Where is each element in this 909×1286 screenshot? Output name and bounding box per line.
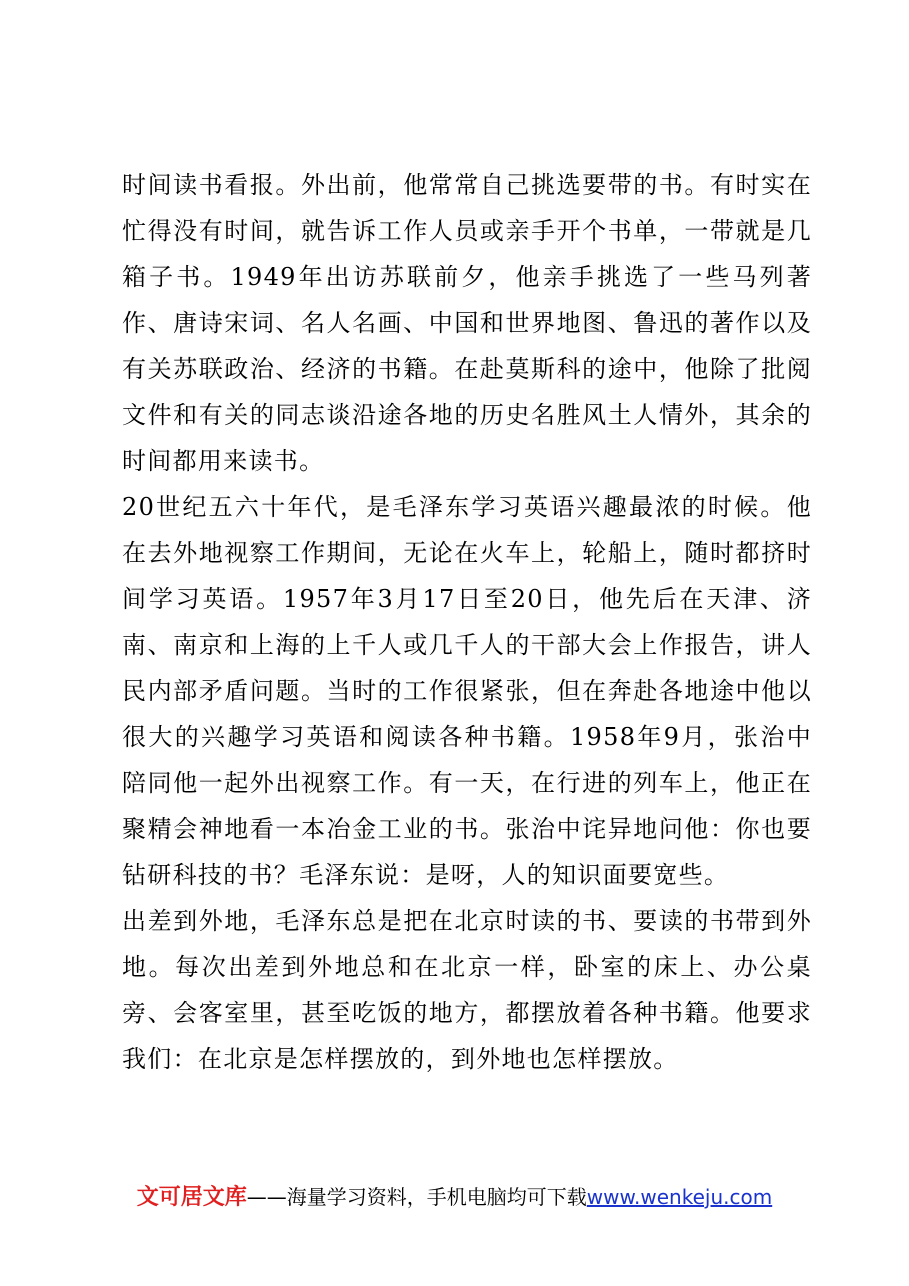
document-body: [122, 162, 812, 1082]
paragraph-3: 出差到外地，毛泽东总是把在北京时读的书、要读的书带到外地。每次出差到外地总和在北京一样，卧室的床上、办公桌旁、会客室里，甚至吃饭的地方，都摆放着各种书籍。他要求我们：在北京是怎样摆放的，到外地也怎样摆放。: [122, 907, 812, 1073]
footer-website-link[interactable]: www.wenkeju.com: [586, 1185, 773, 1209]
footer-brand: 文可居文库: [136, 1185, 247, 1210]
footer-tagline: ——海量学习资料，手机电脑均可下载: [246, 1185, 587, 1209]
paragraph-2: 20世纪五六十年代，是毛泽东学习英语兴趣最浓的时候。他在去外地视察工作期间，无论在火车上，轮船上，随时都挤时间学习英语。1957年3月17日至20日，他先后在天津、济南、南京和上海的上千人或几千人的干部大会上作报告，讲人民内部矛盾问题。当时的工作很紧张，但在奔赴各地途中他以很大的兴趣学习英语和阅读各种书籍。1958年9月，张治中陪同他一起外出视察工作。有一天，在行进的列车上，他正在聚精会神地看一本冶金工业的书。张治中诧异地问他：你也要钻研科技的书？毛泽东说：是呀，人的知识面要宽些。: [122, 493, 812, 889]
page-footer: [0, 1180, 909, 1211]
paragraph-1: 时间读书看报。外出前，他常常自己挑选要带的书。有时实在忙得没有时间，就告诉工作人员或亲手开个书单，一带就是几箱子书。1949年出访苏联前夕，他亲手挑选了一些马列著作、唐诗宋词、名人名画、中国和世界地图、鲁迅的著作以及有关苏联政治、经济的书籍。在赴莫斯科的途中，他除了批阅文件和有关的同志谈沿途各地的历史名胜风土人情外，其余的时间都用来读书。: [122, 171, 812, 475]
